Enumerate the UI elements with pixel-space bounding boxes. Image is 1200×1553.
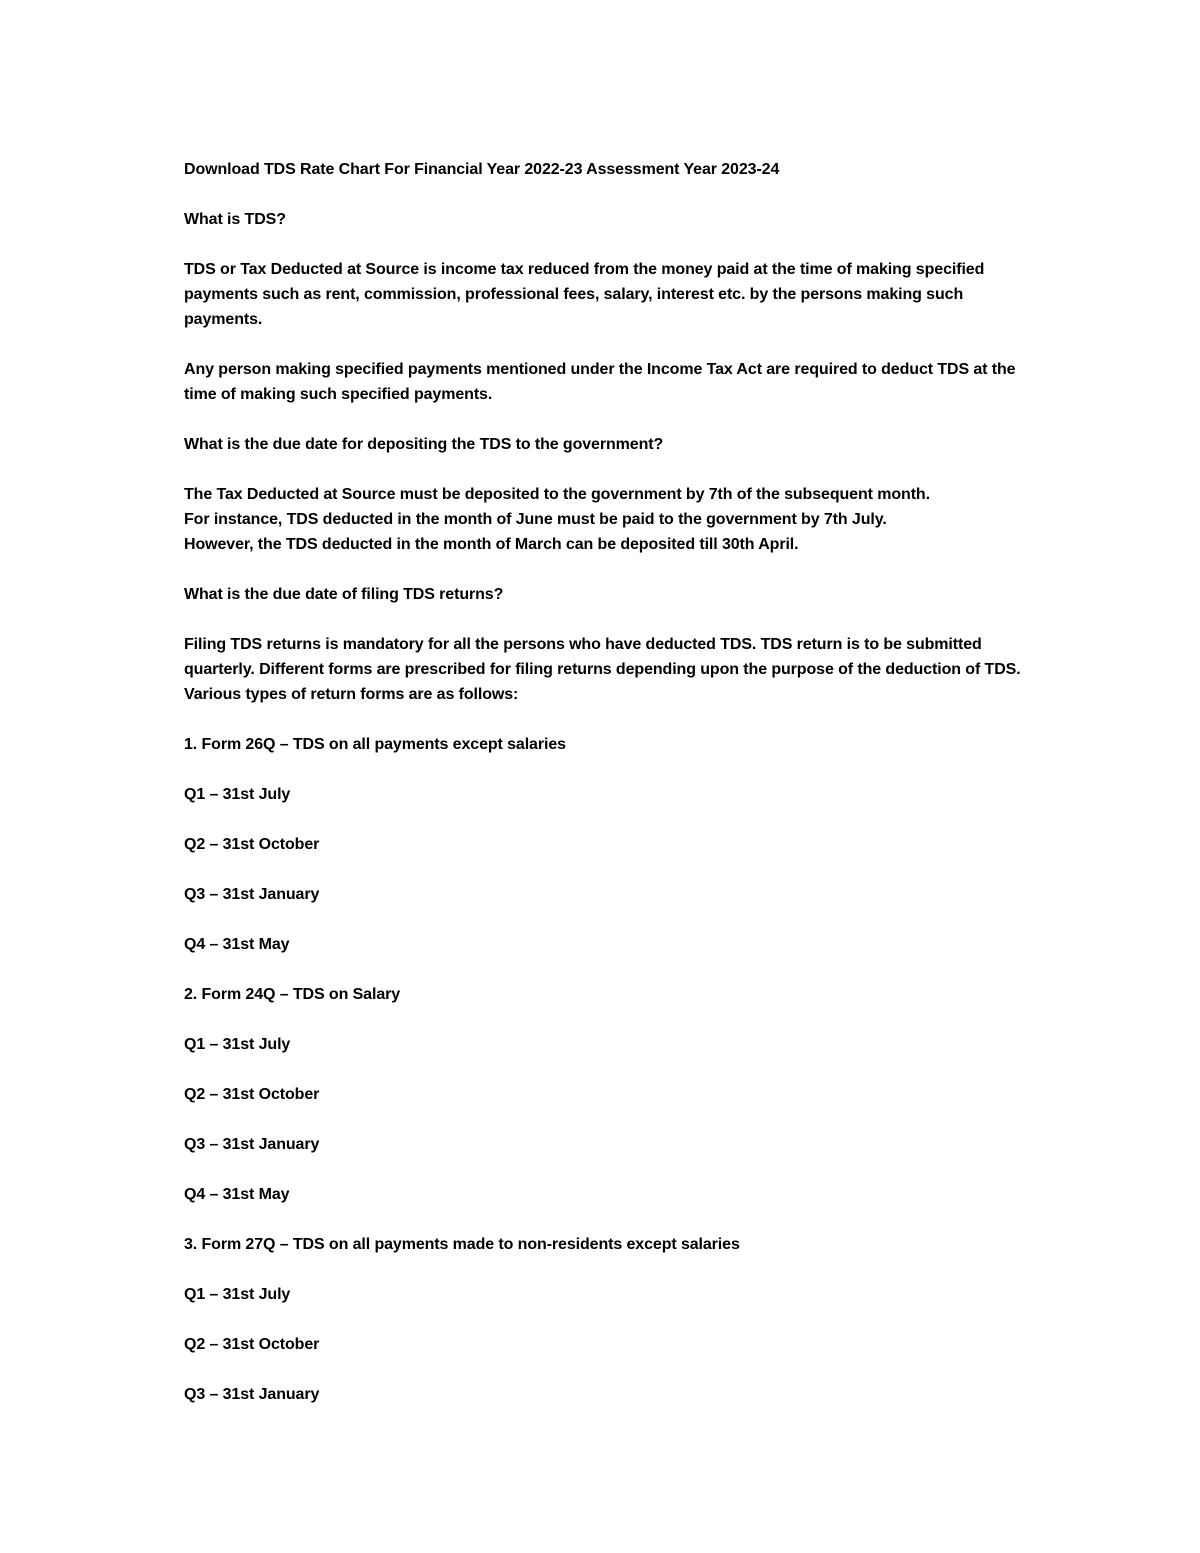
deposit-line-3: However, the TDS deducted in the month of March can be deposited till 30th April. <box>184 536 799 553</box>
document-body <box>184 157 1034 1432</box>
quarter-item: Q4 – 31st May <box>184 1186 290 1203</box>
paragraph-any-person: Any person making specified payments mentioned under the Income Tax Act are required to deduct TDS at the time of making such specified payments. <box>184 361 1016 403</box>
paragraph-tds-definition: TDS or Tax Deducted at Source is income tax reduced from the money paid at the time of making specified payments such as rent, commission, professional fees, salary, interest etc. by the persons making such payments. <box>184 261 985 328</box>
form-heading-27q: 3. Form 27Q – TDS on all payments made to non-residents except salaries <box>184 1236 740 1253</box>
paragraph-deposit <box>184 482 1034 557</box>
deposit-line-1: The Tax Deducted at Source must be deposited to the government by 7th of the subsequent month. <box>184 486 930 503</box>
form-heading-24q: 2. Form 24Q – TDS on Salary <box>184 986 401 1003</box>
question-what-is-tds: What is TDS? <box>184 211 286 228</box>
quarter-item: Q2 – 31st October <box>184 1086 320 1103</box>
quarter-item: Q3 – 31st January <box>184 886 320 903</box>
document-title: Download TDS Rate Chart For Financial Year 2022-23 Assessment Year 2023-24 <box>184 161 780 178</box>
deposit-line-2: For instance, TDS deducted in the month of June must be paid to the government by 7th July. <box>184 511 887 528</box>
quarter-item: Q1 – 31st July <box>184 786 291 803</box>
quarter-item: Q2 – 31st October <box>184 836 320 853</box>
quarter-item: Q3 – 31st January <box>184 1386 320 1403</box>
quarter-item: Q1 – 31st July <box>184 1286 291 1303</box>
quarter-item: Q4 – 31st May <box>184 936 290 953</box>
question-due-date-returns: What is the due date of filing TDS returns? <box>184 586 504 603</box>
form-heading-26q: 1. Form 26Q – TDS on all payments except salaries <box>184 736 566 753</box>
quarter-item: Q1 – 31st July <box>184 1036 291 1053</box>
quarter-item: Q3 – 31st January <box>184 1136 320 1153</box>
paragraph-filing: Filing TDS returns is mandatory for all the persons who have deducted TDS. TDS return is to be submitted quarterly. Different forms are prescribed for filing returns depending upon the purpose of the deduction of TDS. Various types of return forms are as follows: <box>184 636 1021 703</box>
question-due-date-deposit: What is the due date for depositing the TDS to the government? <box>184 436 664 453</box>
quarter-item: Q2 – 31st October <box>184 1336 320 1353</box>
